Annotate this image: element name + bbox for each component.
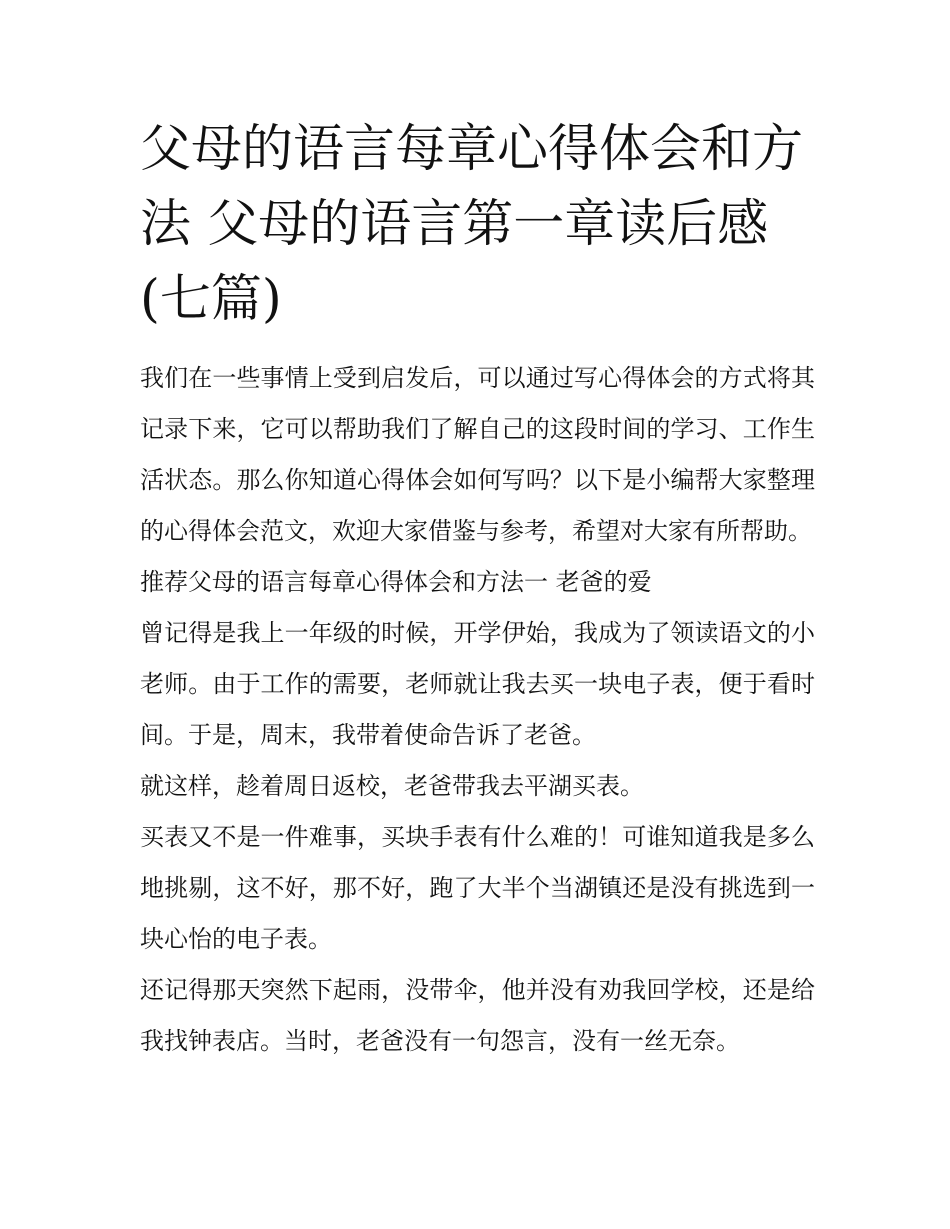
document-page bbox=[140, 112, 815, 1067]
section-heading: 推荐父母的语言每章心得体会和方法一 老爸的爱 bbox=[140, 568, 652, 596]
document-body bbox=[140, 353, 815, 1067]
paragraph: 曾记得是我上一年级的时候，开学伊始，我成为了领读语文的小老师。由于工作的需要，老师就让我去买一块电子表，便于看时间。于是，周末，我带着使命告诉了老爸。 bbox=[140, 619, 815, 749]
paragraph-intro: 我们在一些事情上受到启发后，可以通过写心得体会的方式将其记录下来，它可以帮助我们了解自己的这段时间的学习、工作生活状态。那么你知道心得体会如何写吗？以下是小编帮大家整理的心得体会范文，欢迎大家借鉴与参考，希望对大家有所帮助。 bbox=[140, 364, 815, 545]
paragraph: 买表又不是一件难事，买块手表有什么难的！可谁知道我是多么地挑剔，这不好，那不好，跑了大半个当湖镇还是没有挑选到一块心怡的电子表。 bbox=[140, 823, 815, 953]
document-title: 父母的语言每章心得体会和方法 父母的语言第一章读后感(七篇) bbox=[140, 120, 804, 329]
paragraph: 就这样，趁着周日返校，老爸带我去平湖买表。 bbox=[140, 772, 644, 800]
paragraph: 还记得那天突然下起雨，没带伞，他并没有劝我回学校，还是给我找钟表店。当时，老爸没有一句怨言，没有一丝无奈。 bbox=[140, 976, 815, 1055]
